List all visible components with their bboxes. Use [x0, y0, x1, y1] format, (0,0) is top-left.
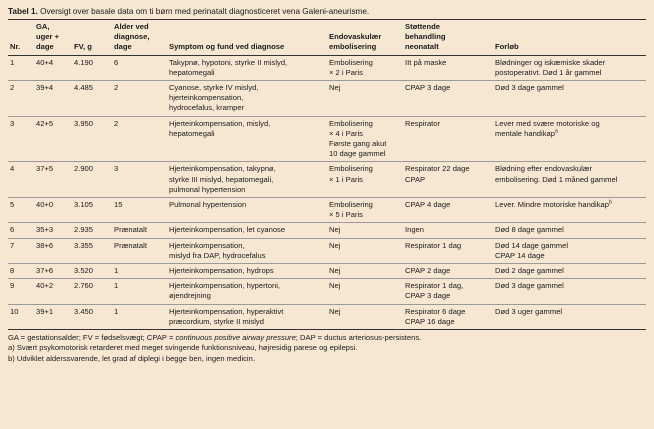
cell-behandling — [403, 279, 493, 304]
cell-line: embolisering. Død 1 måned gammel — [495, 174, 618, 184]
cell-line: 4.485 — [74, 83, 94, 93]
cell-line: 1 — [114, 281, 119, 291]
cell-line: Død 3 dage gammel — [495, 83, 564, 93]
cell-line: Forløb — [495, 42, 519, 52]
footnote-abbrev-pre: GA = gestationsalder; FV = fødselsvægt; CPAP = — [8, 333, 176, 343]
cell-line: 4 — [10, 164, 15, 174]
cell-fv — [72, 116, 112, 162]
cell-line: Nej — [329, 240, 341, 250]
cell-line: 2 — [114, 118, 119, 128]
cell-line: 9 — [10, 281, 15, 291]
table-row — [8, 238, 646, 263]
cell-fv — [72, 264, 112, 279]
cell-line: 38+6 — [36, 240, 54, 250]
cell-line: uger + — [36, 32, 60, 42]
cell-line: Nr. — [10, 42, 21, 52]
cell-line: behandling — [405, 32, 446, 42]
header-ga — [34, 20, 72, 56]
cell-line: × 4 i Paris — [329, 128, 363, 138]
cell-line: 35+3 — [36, 225, 54, 235]
cell-symptom — [167, 238, 327, 263]
cell-line: Første gang akut — [329, 139, 387, 149]
cell-line: CPAP 14 dage — [495, 250, 545, 260]
cell-line: Hjerteinkompensation, — [169, 240, 245, 250]
cell-line: Embolisering — [329, 57, 373, 67]
cell-line: 40+4 — [36, 57, 54, 67]
cell-nr — [8, 198, 34, 223]
cell-line: 42+5 — [36, 118, 54, 128]
cell-nr — [8, 238, 34, 263]
table-row — [8, 116, 646, 162]
cell-line: Nej — [329, 266, 341, 276]
cell-line: 3.950 — [74, 118, 94, 128]
cell-line: 2 — [10, 83, 15, 93]
cell-line: Embolisering — [329, 200, 373, 210]
cell-line: Hjerteinkompensation, hydrops — [169, 266, 274, 276]
cell-line: Hjerteinkompensation, takypnø, — [169, 164, 276, 174]
cell-line: Lever med svære motoriske og — [495, 118, 600, 128]
cell-line: Død 3 dage gammel — [495, 281, 564, 291]
cell-line: 39+4 — [36, 83, 54, 93]
cell-line: Død 14 dage gammel — [495, 240, 569, 250]
cell-embolisering — [327, 55, 403, 80]
table-row — [8, 223, 646, 238]
cell-embolisering — [327, 264, 403, 279]
cell-nr — [8, 279, 34, 304]
cell-forloeb — [493, 238, 646, 263]
header-embolisering — [327, 20, 403, 56]
cell-line: Pulmonal hypertension — [169, 200, 247, 210]
cell-behandling — [403, 162, 493, 198]
footnote-abbrev-post: ; DAP = ductus arteriosus-persistens. — [295, 333, 422, 343]
cell-forloeb — [493, 279, 646, 304]
table-row — [8, 304, 646, 329]
cell-line: Takypnø, hypotoni, styrke II mislyd, — [169, 57, 288, 67]
footnote-a: a) Svært psykomotorisk retarderet med meget svingende funktionsniveau, højresidig parese og epilepsi. — [8, 343, 358, 353]
cell-line: øjendrejning — [169, 291, 211, 301]
cell-forloeb — [493, 304, 646, 329]
cell-line: 3 — [10, 118, 15, 128]
cell-alder — [112, 238, 167, 263]
cell-nr — [8, 264, 34, 279]
cell-nr — [8, 162, 34, 198]
cell-behandling — [403, 198, 493, 223]
cell-embolisering — [327, 238, 403, 263]
cell-line: Ingen — [405, 225, 425, 235]
cell-line: CPAP 16 dage — [405, 316, 455, 326]
cell-ga — [34, 223, 72, 238]
cell-line: Støttende — [405, 22, 441, 31]
cell-embolisering — [327, 116, 403, 162]
cell-forloeb — [493, 223, 646, 238]
cell-line: 3.450 — [74, 306, 94, 316]
cell-line: embolisering — [329, 42, 377, 52]
caption-label: Tabel 1. — [8, 7, 38, 16]
caption-text: Oversigt over basale data om ti børn med perinatalt diagnosticeret vena Galeni-aneurisme. — [40, 7, 370, 16]
cell-line: neonatalt — [405, 42, 439, 52]
cell-line: Respirator 1 dag — [405, 240, 462, 250]
cell-line: Hjerteinkompensation, mislyd, — [169, 118, 271, 128]
cell-nr — [8, 81, 34, 117]
header-alder — [112, 20, 167, 56]
cell-symptom — [167, 264, 327, 279]
cell-behandling — [403, 304, 493, 329]
cell-line: 3.355 — [74, 240, 94, 250]
cell-line: Nej — [329, 83, 341, 93]
cell-line: 2.900 — [74, 164, 94, 174]
cell-line: CPAP 4 dage — [405, 200, 451, 210]
cell-nr — [8, 223, 34, 238]
cell-behandling — [403, 55, 493, 80]
cell-nr — [8, 304, 34, 329]
cell-fv — [72, 238, 112, 263]
cell-line: 7 — [10, 240, 15, 250]
cell-line: 5 — [10, 200, 15, 210]
cell-symptom — [167, 198, 327, 223]
cell-line: Død 3 uger gammel — [495, 306, 563, 316]
footnote-abbrev-italic: continuous positive airway pressure — [175, 333, 296, 343]
cell-embolisering — [327, 279, 403, 304]
cell-symptom — [167, 223, 327, 238]
cell-symptom — [167, 162, 327, 198]
cell-line: dage — [114, 42, 132, 52]
table-row — [8, 279, 646, 304]
cell-line: 4.190 — [74, 57, 94, 67]
cell-line: 6 — [114, 57, 119, 67]
cell-line: Alder ved — [114, 22, 149, 31]
cell-ga — [34, 238, 72, 263]
cell-alder — [112, 81, 167, 117]
cell-line: Nej — [329, 281, 341, 291]
cell-line: 37+5 — [36, 164, 54, 174]
cell-line: Embolisering — [329, 164, 373, 174]
cell-ga — [34, 264, 72, 279]
cell-line: 1 — [114, 306, 119, 316]
cell-line: Lever. Mindre motoriske handikap$^b$ — [495, 199, 612, 210]
cell-line: Nej — [329, 306, 341, 316]
cell-line: Endovaskulær — [329, 32, 382, 42]
cell-line: mentale handikap$^a$ — [495, 128, 558, 138]
data-table — [8, 19, 646, 330]
cell-line: CPAP — [405, 174, 426, 184]
cell-line: 8 — [10, 266, 15, 276]
cell-alder — [112, 304, 167, 329]
cell-line: hepatomegali — [169, 67, 215, 77]
table-caption — [8, 6, 646, 19]
cell-line: Embolisering — [329, 118, 373, 128]
cell-alder — [112, 264, 167, 279]
cell-line: IIt på maske — [405, 57, 447, 67]
cell-ga — [34, 116, 72, 162]
cell-line: Prænatalt — [114, 225, 147, 235]
cell-alder — [112, 55, 167, 80]
header-behandling — [403, 20, 493, 56]
cell-line: CPAP 3 dage — [405, 83, 451, 93]
cell-behandling — [403, 81, 493, 117]
cell-line: postoperativt. Død 1 år gammel — [495, 67, 602, 77]
cell-embolisering — [327, 81, 403, 117]
cell-ga — [34, 304, 72, 329]
footnotes — [8, 333, 646, 364]
cell-line: Blødninger og iskæmiske skader — [495, 57, 606, 67]
table-row — [8, 81, 646, 117]
cell-line: 3.105 — [74, 200, 94, 210]
cell-behandling — [403, 238, 493, 263]
cell-line: styrke III mislyd, hepatomegali, — [169, 174, 274, 184]
cell-line: Prænatalt — [114, 240, 147, 250]
cell-ga — [34, 162, 72, 198]
cell-line: CPAP 2 dage — [405, 266, 451, 276]
cell-ga — [34, 198, 72, 223]
cell-line: 40+2 — [36, 281, 54, 291]
cell-forloeb — [493, 81, 646, 117]
cell-line: 15 — [114, 200, 123, 210]
cell-embolisering — [327, 198, 403, 223]
header-symptom — [167, 20, 327, 56]
cell-embolisering — [327, 162, 403, 198]
cell-fv — [72, 198, 112, 223]
cell-symptom — [167, 116, 327, 162]
cell-fv — [72, 162, 112, 198]
cell-behandling — [403, 116, 493, 162]
cell-line: hepatomegali — [169, 128, 215, 138]
cell-forloeb — [493, 198, 646, 223]
cell-forloeb — [493, 116, 646, 162]
cell-line: 6 — [10, 225, 15, 235]
header-fv — [72, 20, 112, 56]
cell-fv — [72, 223, 112, 238]
cell-line: 2.935 — [74, 225, 94, 235]
cell-line: 1 — [114, 266, 119, 276]
cell-fv — [72, 81, 112, 117]
footnote-b: b) Udviklet alderssvarende, let grad af diplegi i begge ben, ingen medicin. — [8, 353, 255, 363]
cell-symptom — [167, 304, 327, 329]
cell-forloeb — [493, 55, 646, 80]
cell-line: 3.520 — [74, 266, 94, 276]
cell-line: præcordium, styrke II mislyd — [169, 316, 264, 326]
cell-ga — [34, 279, 72, 304]
cell-symptom — [167, 55, 327, 80]
footnote-abbreviations — [8, 333, 646, 343]
cell-line: 37+6 — [36, 266, 54, 276]
cell-line: 3 — [114, 164, 119, 174]
cell-alder — [112, 198, 167, 223]
cell-line: Hjerteinkompensation, let cyanose — [169, 225, 286, 235]
cell-alder — [112, 279, 167, 304]
cell-line: mislyd fra DAP, hydrocefalus — [169, 250, 266, 260]
cell-line: 10 dage gammel — [329, 149, 386, 159]
cell-line: hydrocefalus, kramper — [169, 103, 245, 113]
cell-line: FV, g — [74, 42, 92, 52]
cell-line: Respirator 22 dage — [405, 164, 470, 174]
cell-line: CPAP 3 dage — [405, 291, 451, 301]
cell-line: Blødning efter endovaskulær — [495, 164, 593, 174]
cell-line: Respirator — [405, 118, 441, 128]
cell-embolisering — [327, 304, 403, 329]
table-row — [8, 198, 646, 223]
cell-line: × 5 i Paris — [329, 210, 363, 220]
cell-line: Respirator 1 dag, — [405, 281, 464, 291]
cell-line: GA, — [36, 22, 50, 31]
cell-embolisering — [327, 223, 403, 238]
cell-line: Nej — [329, 225, 341, 235]
cell-line: dage — [36, 42, 54, 52]
cell-ga — [34, 55, 72, 80]
cell-line: 2.760 — [74, 281, 94, 291]
cell-line: Død 2 dage gammel — [495, 266, 564, 276]
cell-line: Cyanose, styrke IV mislyd, — [169, 83, 259, 93]
cell-line: × 2 i Paris — [329, 67, 363, 77]
cell-line: Respirator 6 dage — [405, 306, 466, 316]
header-row — [8, 20, 646, 56]
table-row — [8, 55, 646, 80]
cell-line: 39+1 — [36, 306, 54, 316]
cell-fv — [72, 304, 112, 329]
cell-forloeb — [493, 264, 646, 279]
cell-symptom — [167, 279, 327, 304]
table-row — [8, 264, 646, 279]
cell-line: hjerteinkompensation, — [169, 93, 244, 103]
header-forloeb — [493, 20, 646, 56]
cell-line: 10 — [10, 306, 19, 316]
table-row — [8, 162, 646, 198]
cell-forloeb — [493, 162, 646, 198]
cell-line: 40+0 — [36, 200, 54, 210]
cell-line: Død 8 dage gammel — [495, 225, 564, 235]
cell-line: 2 — [114, 83, 119, 93]
cell-alder — [112, 162, 167, 198]
cell-line: Symptom og fund ved diagnose — [169, 42, 285, 52]
cell-line: Hjerteinkompensation, hypertoni, — [169, 281, 281, 291]
cell-behandling — [403, 223, 493, 238]
cell-fv — [72, 55, 112, 80]
cell-behandling — [403, 264, 493, 279]
cell-line: × 1 i Paris — [329, 174, 363, 184]
cell-symptom — [167, 81, 327, 117]
cell-nr — [8, 55, 34, 80]
cell-line: Hjerteinkompensation, hyperaktivt — [169, 306, 284, 316]
cell-ga — [34, 81, 72, 117]
cell-alder — [112, 116, 167, 162]
cell-line: pulmonal hypertension — [169, 184, 246, 194]
table-body — [8, 55, 646, 329]
cell-alder — [112, 223, 167, 238]
cell-line: diagnose, — [114, 32, 150, 42]
cell-line: 1 — [10, 57, 15, 67]
cell-fv — [72, 279, 112, 304]
header-nr — [8, 20, 34, 56]
cell-nr — [8, 116, 34, 162]
